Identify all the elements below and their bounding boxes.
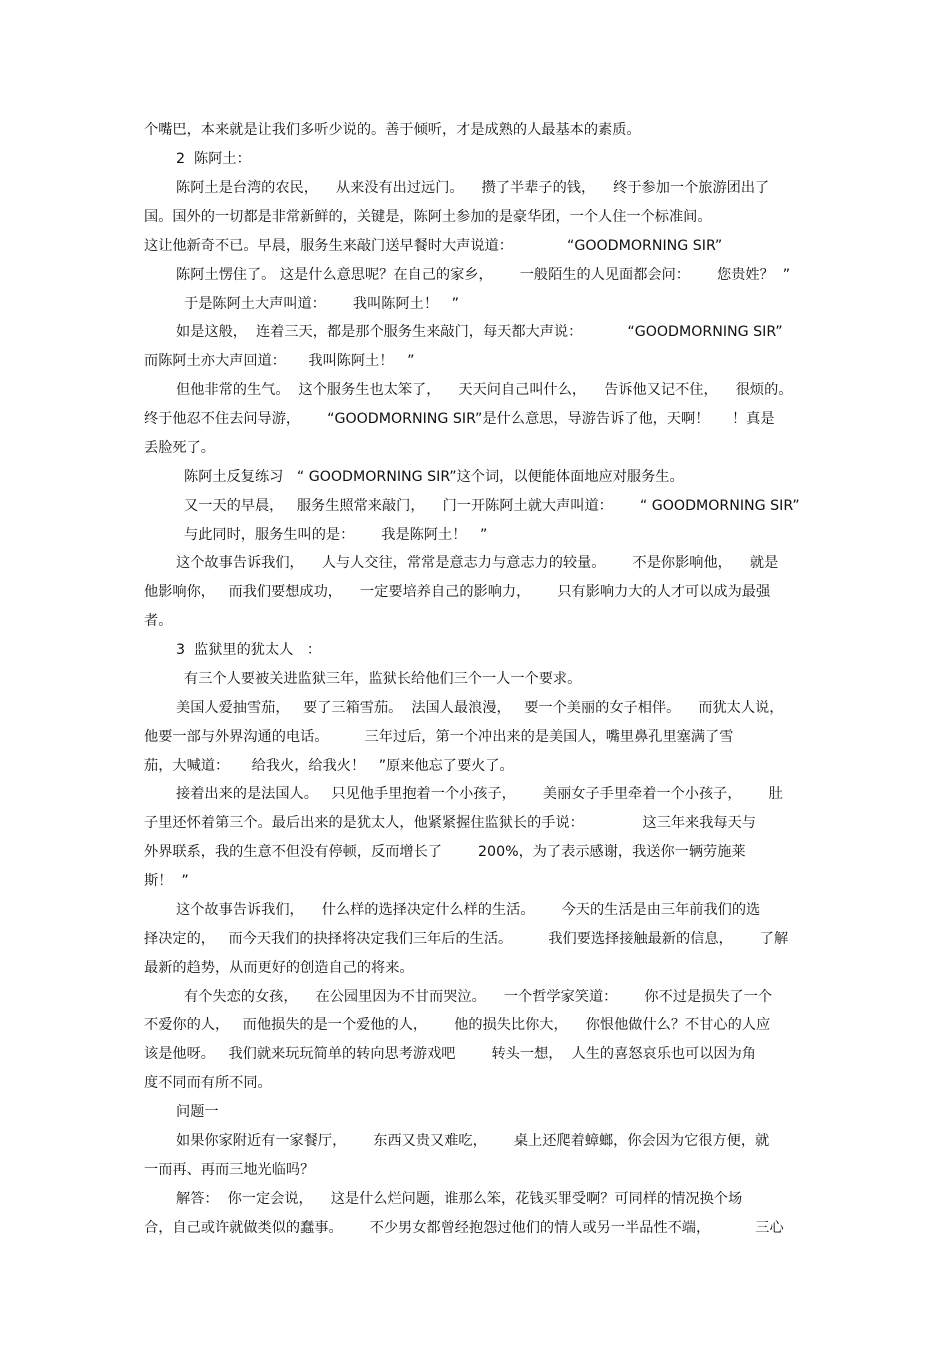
- text-line: 合，自己或许就做类似的蠢事。 不少男女都曾经抱怨过他们的情人或另一半品性不端， 三心: [144, 1220, 784, 1236]
- text-line: 子里还怀着第三个。最后出来的是犹太人，他紧紧握住监狱长的手说： 这三年来我每天与: [144, 815, 756, 831]
- text-line: 者。: [144, 613, 173, 629]
- section-heading: 2 陈阿土：: [176, 151, 251, 167]
- text-line: 国。国外的一切都是非常新鲜的，关键是，陈阿土参加的是豪华团，一个人住一个标准间。: [144, 209, 712, 225]
- text-line: 不爱你的人， 而他损失的是一个爱他的人， 他的损失比你大， 你恨他做什么？不甘心的人应: [144, 1017, 771, 1033]
- text-line: 如是这般， 连着三天，都是那个服务生来敲门，每天都大声说： “GOODMORNING SIR”: [176, 324, 783, 340]
- section-heading: 3 监狱里的犹太人 ：: [176, 642, 322, 658]
- text-line: 度不同而有所不同。: [144, 1075, 272, 1091]
- text-line: 茄，大喊道： 给我火，给我火！ ”原来他忘了要火了。: [144, 758, 514, 774]
- text-line: 终于他忍不住去问导游， “GOODMORNING SIR”是什么意思，导游告诉了他，天啊！ ！真是: [144, 411, 775, 427]
- text-line: 于是陈阿土大声叫道： 我叫陈阿土！ ”: [184, 296, 459, 312]
- text-line: 丢脸死了。: [144, 440, 215, 456]
- text-line: 有个失恋的女孩， 在公园里因为不甘而哭泣。 一个哲学家笑道： 你不过是损失了一个: [184, 989, 773, 1005]
- text-line: 这让他新奇不已。早晨，服务生来敲门送早餐时大声说道： “GOODMORNING SIR”: [144, 238, 723, 254]
- text-line: 这个故事告诉我们， 人与人交往，常常是意志力与意志力的较量。 不是你影响他， 就是: [176, 555, 779, 571]
- text-line: 择决定的， 而今天我们的抉择将决定我们三年后的生活。 我们要选择接触最新的信息， 了解: [144, 931, 789, 947]
- text-line: 但他非常的生气。 这个服务生也太笨了， 天天问自己叫什么， 告诉他又记不住， 很烦的。: [176, 382, 793, 398]
- text-line: 该是他呀。 我们就来玩玩简单的转向思考游戏吧 转头一想， 人生的喜怒哀乐也可以因为角: [144, 1046, 756, 1062]
- text-line: 如果你家附近有一家餐厅， 东西又贵又难吃， 桌上还爬着蟑螂，你会因为它很方便，就: [176, 1133, 770, 1149]
- text-line: 接着出来的是法国人。 只见他手里抱着一个小孩子， 美丽女子手里牵着一个小孩子， 肚: [176, 786, 783, 802]
- text-line: 陈阿土愣住了。 这是什么意思呢？在自己的家乡， 一般陌生的人见面都会问： 您贵姓？ ”: [176, 267, 791, 283]
- text-line: 而陈阿土亦大声回道： 我叫陈阿土！ ”: [144, 353, 415, 369]
- text-line: 陈阿土是台湾的农民， 从来没有出过远门。 攒了半辈子的钱， 终于参加一个旅游团出了: [176, 180, 770, 196]
- text-line: 一而再、再而三地光临吗？: [144, 1162, 315, 1178]
- text-line: 最新的趋势，从而更好的创造自己的将来。: [144, 960, 414, 976]
- text-line: 斯！ ”: [144, 873, 189, 889]
- text-line: 这个故事告诉我们， 什么样的选择决定什么样的生活。 今天的生活是由三年前我们的选: [176, 902, 761, 918]
- text-line: 又一天的早晨， 服务生照常来敲门， 门一开陈阿土就大声叫道： “ GOODMORNING SIR”: [184, 498, 800, 514]
- text-line: 外界联系，我的生意不但没有停顿，反而增长了 200%，为了表示感谢，我送你一辆劳施莱: [144, 844, 746, 860]
- text-line: 美国人爱抽雪茄， 要了三箱雪茄。 法国人最浪漫， 要一个美丽的女子相伴。 而犹太人说，: [176, 700, 784, 716]
- text-line: 他要一部与外界沟通的电话。 三年过后，第一个冲出来的是美国人，嘴里鼻孔里塞满了雪: [144, 729, 734, 745]
- text-line: 他影响你， 而我们要想成功， 一定要培养自己的影响力， 只有影响力大的人才可以成为最强: [144, 584, 771, 600]
- text-line: 与此同时，服务生叫的是： 我是陈阿土！ ”: [184, 527, 488, 543]
- text-line: 有三个人要被关进监狱三年，监狱长给他们三个一人一个要求。: [184, 671, 582, 687]
- section-heading: 问题一: [176, 1104, 219, 1120]
- text-line: 个嘴巴，本来就是让我们多听少说的。善于倾听，才是成熟的人最基本的素质。: [144, 122, 641, 138]
- text-line: 陈阿土反复练习 “ GOODMORNING SIR”这个词，以便能体面地应对服务生。: [184, 469, 684, 485]
- text-line: 解答： 你一定会说， 这是什么烂问题，谁那么笨，花钱买罪受啊？可同样的情况换个场: [176, 1191, 743, 1207]
